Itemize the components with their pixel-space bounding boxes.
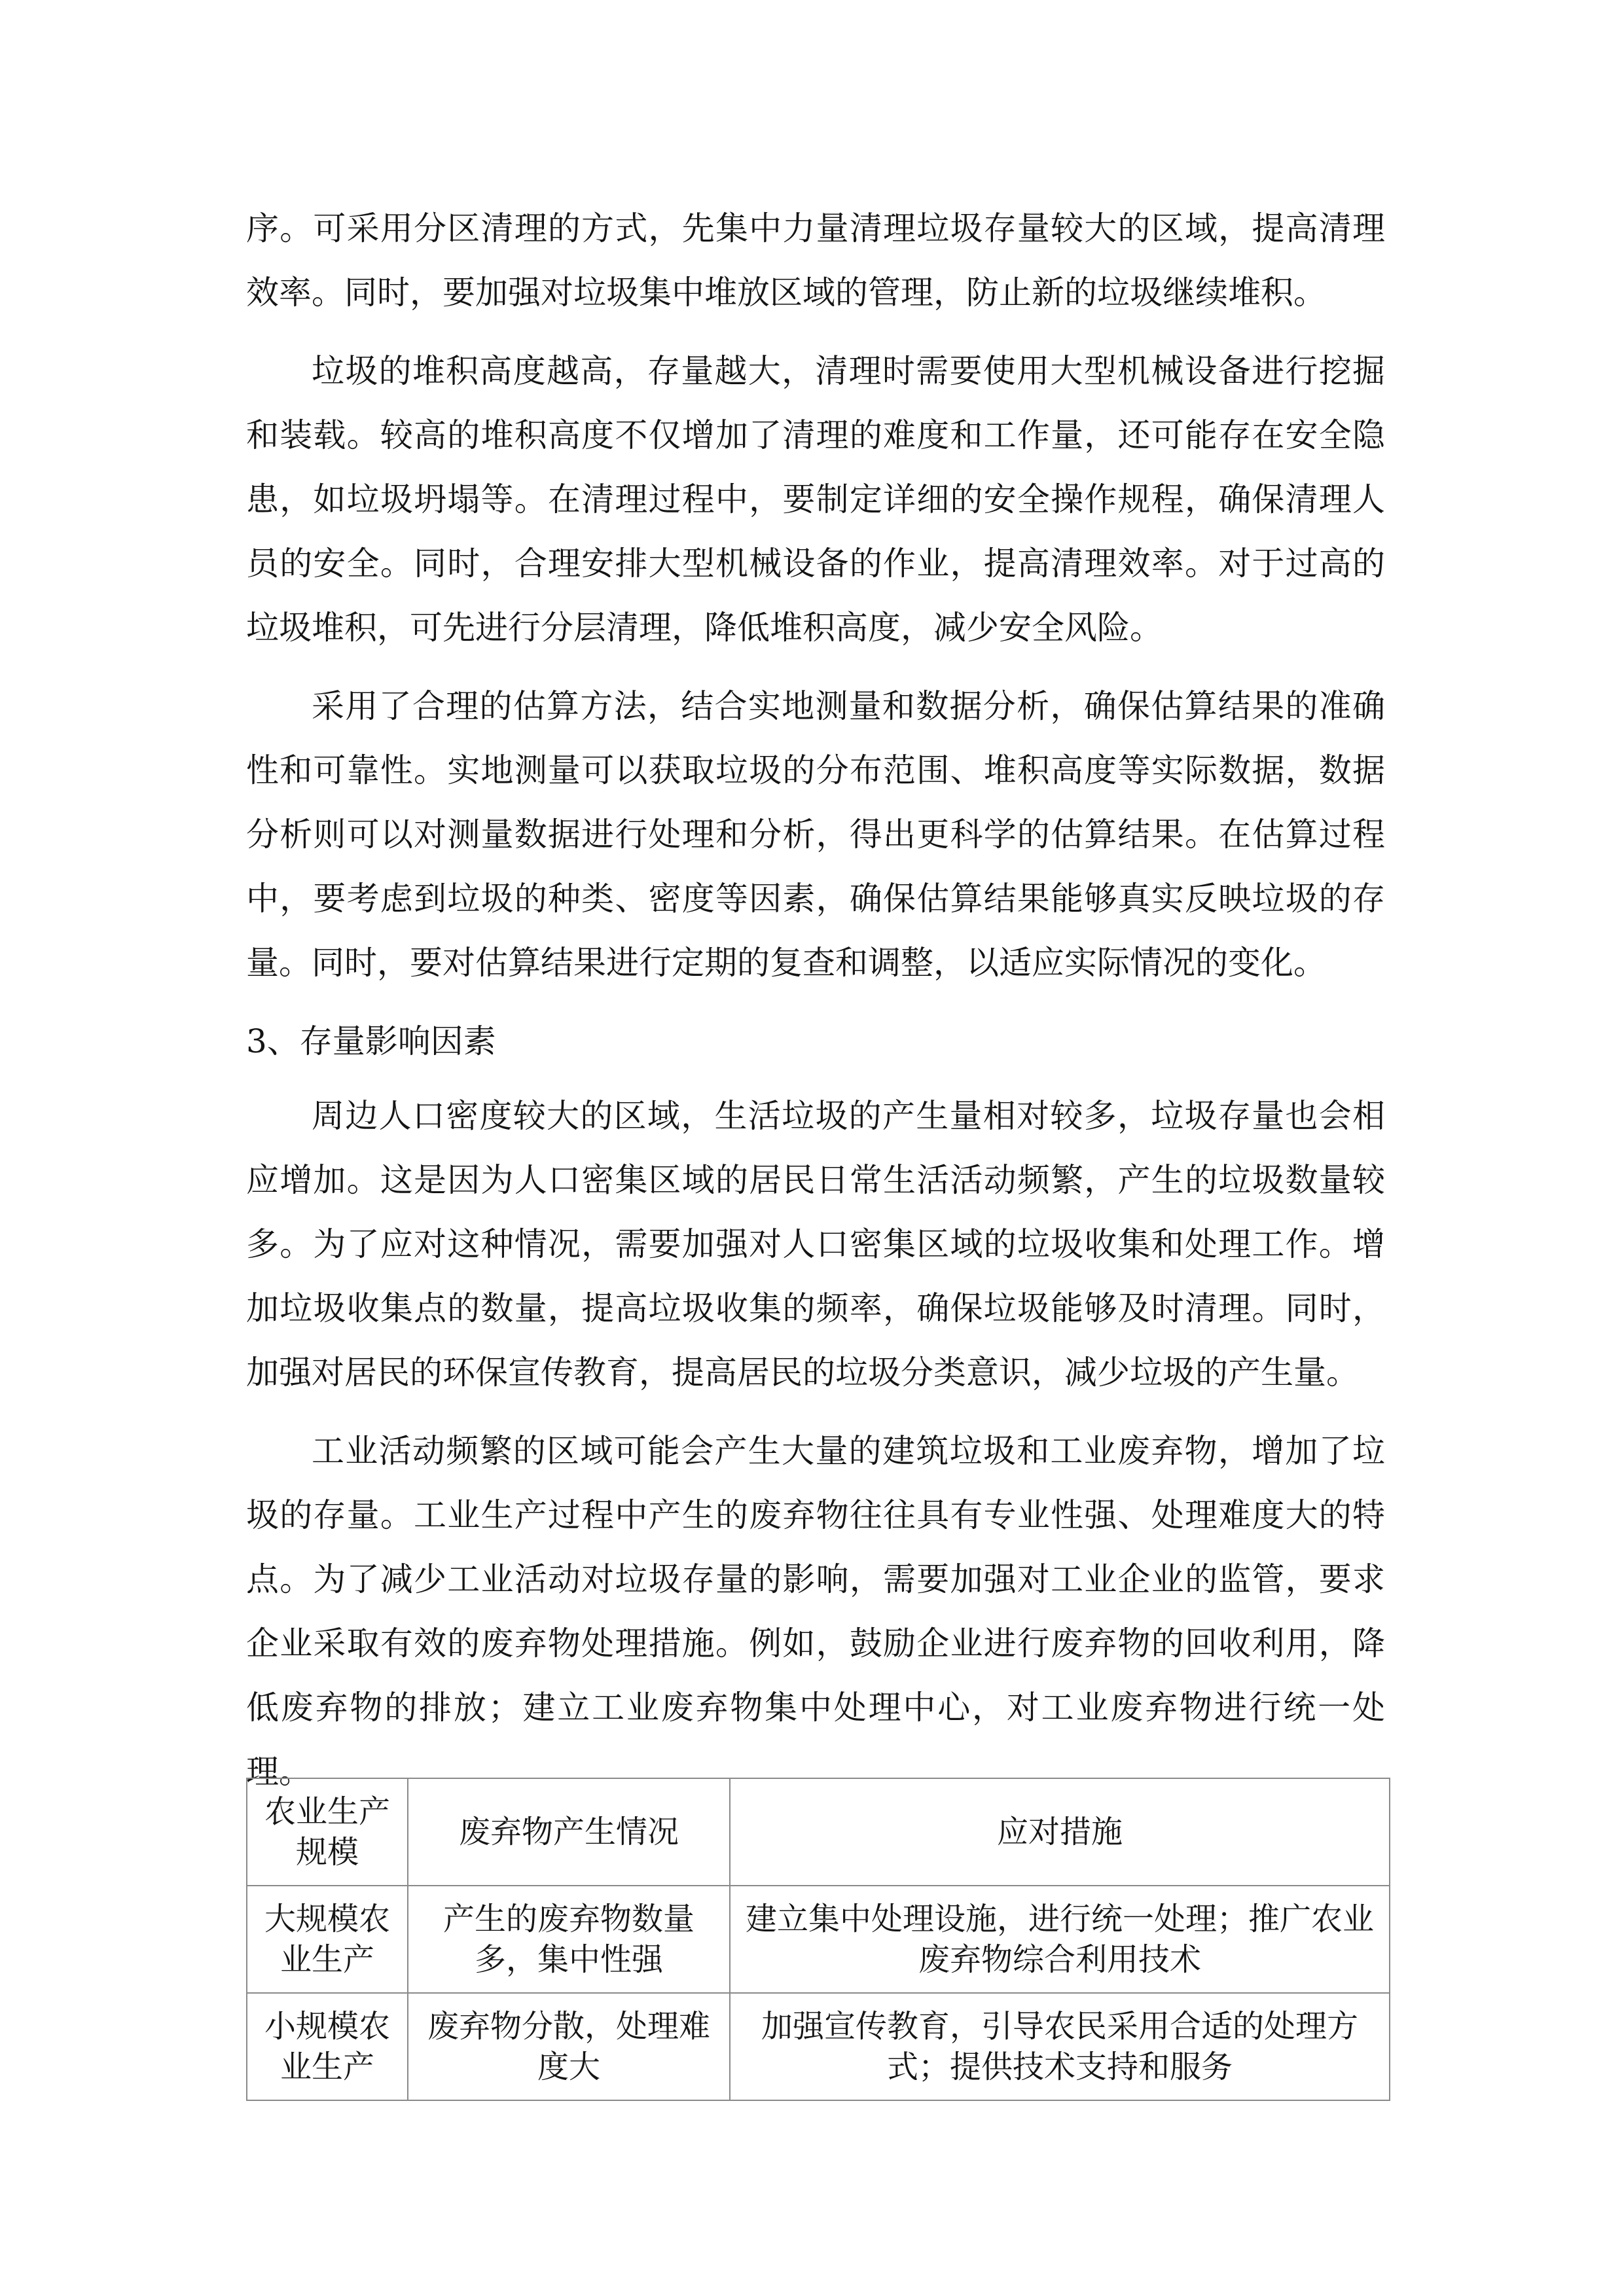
paragraph-industrial-activity: 工业活动频繁的区域可能会产生大量的建筑垃圾和工业废弃物，增加了垃圾的存量。工业生产过程中产生的废弃物往往具有专业性强、处理难度大的特点。为了减少工业活动对垃圾存量的影响，需要加强对工业企业的监管，要求企业采取有效的废弃物处理措施。例如，鼓励企业进行废弃物的回收利用，降低废弃物的排放；建立工业废弃物集中处理中心，对工业废弃物进行统一处理。 <box>246 1432 1385 1791</box>
body-text <box>246 196 1385 1818</box>
table-cell: 废弃物分散，处理难度大 <box>408 1993 730 2100</box>
table-row <box>247 1886 1390 1993</box>
table-cell: 加强宣传教育，引导农民采用合适的处理方式；提供技术支持和服务 <box>730 1993 1390 2100</box>
table-header-cell: 应对措施 <box>730 1778 1390 1886</box>
table-header-cell: 废弃物产生情况 <box>408 1778 730 1886</box>
table-cell: 小规模农业生产 <box>247 1993 408 2100</box>
table-header-cell: 农业生产规模 <box>247 1778 408 1886</box>
paragraph-estimation-method: 采用了合理的估算方法，结合实地测量和数据分析，确保估算结果的准确性和可靠性。实地测量可以获取垃圾的分布范围、堆积高度等实际数据，数据分析则可以对测量数据进行处理和分析，得出更科学的估算结果。在估算过程中，要考虑到垃圾的种类、密度等因素，确保估算结果能够真实反映垃圾的存量。同时，要对估算结果进行定期的复查和调整，以适应实际情况的变化。 <box>246 687 1385 982</box>
paragraph-stacking-height: 垃圾的堆积高度越高，存量越大，清理时需要使用大型机械设备进行挖掘和装载。较高的堆积高度不仅增加了清理的难度和工作量，还可能存在安全隐患，如垃圾坍塌等。在清理过程中，要制定详细的安全操作规程，确保清理人员的安全。同时，合理安排大型机械设备的作业，提高清理效率。对于过高的垃圾堆积，可先进行分层清理，降低堆积高度，减少安全风险。 <box>246 352 1385 647</box>
table-header-row <box>247 1778 1390 1886</box>
agriculture-waste-table <box>246 1778 1390 2101</box>
paragraph-continued: 序。可采用分区清理的方式，先集中力量清理垃圾存量较大的区域，提高清理效率。同时，要加强对垃圾集中堆放区域的管理，防止新的垃圾继续堆积。 <box>246 209 1385 312</box>
section-heading: 3、存量影响因素 <box>246 1022 496 1060</box>
paragraph-population-density: 周边人口密度较大的区域，生活垃圾的产生量相对较多，垃圾存量也会相应增加。这是因为人口密集区域的居民日常生活活动频繁，产生的垃圾数量较多。为了应对这种情况，需要加强对人口密集区域的垃圾收集和处理工作。增加垃圾收集点的数量，提高垃圾收集的频率，确保垃圾能够及时清理。同时，加强对居民的环保宣传教育，提高居民的垃圾分类意识，减少垃圾的产生量。 <box>246 1097 1385 1391</box>
table-cell: 大规模农业生产 <box>247 1886 408 1993</box>
table-cell: 建立集中处理设施，进行统一处理；推广农业废弃物综合利用技术 <box>730 1886 1390 1993</box>
table-row <box>247 1993 1390 2100</box>
table-cell: 产生的废弃物数量多，集中性强 <box>408 1886 730 1993</box>
